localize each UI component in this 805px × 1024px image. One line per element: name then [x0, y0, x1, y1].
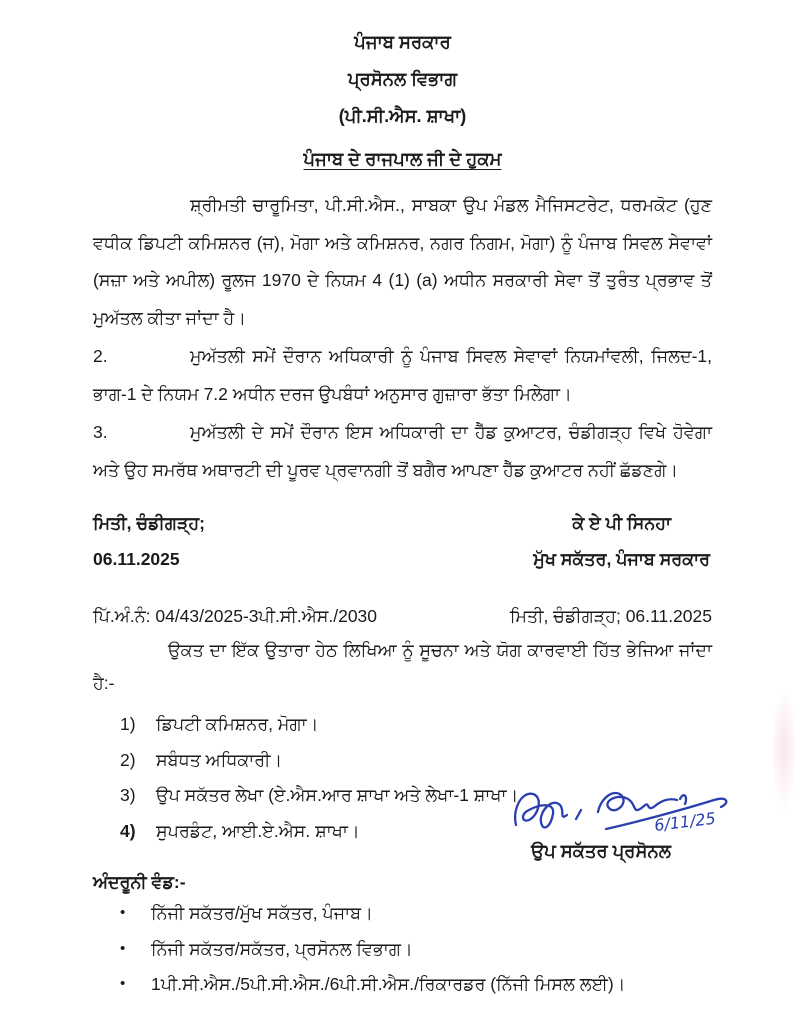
signature-title: ਉਪ ਸਕੱਤਰ ਪ੍ਰਸੋਨਲ [531, 841, 671, 861]
paragraph-1: ਸ਼੍ਰੀਮਤੀ ਚਾਰੂਮਿਤਾ, ਪੀ.ਸੀ.ਐਸ., ਸਾਬਕਾ ਉਪ ਮੰਡਲ ਮੈਜਿਸਟਰੇਟ, ਧਰਮਕੋਟ (ਹੁਣ ਵਧੀਕ ਡਿਪਟੀ ਕਮਿਸ਼ਨਰ (ਜ), ਮੋਗਾ ਅਤੇ ਕਮਿਸ਼ਨਰ, ਨਗਰ ਨਿਗਮ, ਮੋਗਾ) ਨੂੰ ਪੰਜਾਬ ਸਿਵਲ ਸੇਵਾਵਾਂ (ਸਜ਼ਾ ਅਤੇ ਅਪੀਲ) ਰੂਲਜ 1970 ਦੇ ਨਿਯਮ 4 (1) (a) ਅਧੀਨ ਸਰਕਾਰੀ ਸੇਵਾ ਤੋਂ ਤੁਰੰਤ ਪ੍ਰਭਾਵ ਤੋਂ ਮੁਅੱਤਲ ਕੀਤਾ ਜਾਂਦਾ ਹੈ। [93, 195, 712, 328]
endorsement-ref-no: ਪਿੱ.ਅੰ.ਨੰ: 04/43/2025-3ਪੀ.ਸੀ.ਐਸ./2030 [93, 606, 378, 626]
endorsement-dateline: ਮਿਤੀ, ਚੰਡੀਗੜ੍ਹ; 06.11.2025 [509, 606, 712, 626]
list-item-text: ਸੁਪਰਡੰਟ, ਆਈ.ਏ.ਐਸ. ਸ਼ਾਖਾ। [156, 820, 360, 841]
letterhead [93, 24, 712, 135]
list-item-text: ਡਿਪਟੀ ਕਮਿਸ਼ਨਰ, ਮੋਗਾ। [156, 714, 319, 734]
list-item-text: ਨਿੱਜੀ ਸਕੱਤਰ/ਸਕੱਤਰ, ਪ੍ਰਸੋਨਲ ਵਿਭਾਗ। [151, 938, 413, 959]
government-name: ਪੰਜਾਬ ਸਰਕਾਰ [354, 32, 451, 52]
list-item-text: 1ਪੀ.ਸੀ.ਐਸ./5ਪੀ.ਸੀ.ਐਸ./6ਪੀ.ਸੀ.ਐਸ./ਰਿਕਾਰਡਰ (ਨਿੱਜੀ ਮਿਸਲ ਲਈ)। [151, 974, 626, 994]
paragraph-3-number: 3. [93, 422, 108, 442]
internal-distribution-heading: ਅੰਦਰੂਨੀ ਵੰਡ:- [93, 872, 186, 892]
signatory-block [533, 505, 710, 577]
signatory-name: ਕੇ ਏ ਪੀ ਸਿਨਹਾ [572, 513, 672, 533]
paragraph-3 [93, 414, 712, 489]
list-item-number: 1) [120, 714, 136, 734]
endorsement-row [93, 604, 712, 628]
endorsement-body: ਉਕਤ ਦਾ ਇੱਕ ਉਤਾਰਾ ਹੇਠ ਲਿਖਿਆ ਨੂੰ ਸੂਚਨਾ ਅਤੇ ਯੋਗ ਕਾਰਵਾਈ ਹਿੱਤ ਭੇਜਿਆ ਜਾਂਦਾ ਹੈ:- [93, 640, 712, 693]
department-name: ਪ੍ਰਸੋਨਲ ਵਿਭਾਗ [348, 69, 457, 89]
list-item [93, 967, 712, 1002]
signatory-title: ਮੁੱਖ ਸਕੱਤਰ, ਪੰਜਾਬ ਸਰਕਾਰ [533, 549, 710, 569]
paragraph-2-text: ਮੁਅੱਤਲੀ ਸਮੇਂ ਦੌਰਾਨ ਅਧਿਕਾਰੀ ਨੂੰ ਪੰਜਾਬ ਸਿਵਲ ਸੇਵਾਵਾਂ ਨਿਯਮਾਂਵਲੀ, ਜਿਲਦ-1, ਭਾਗ-1 ਦੇ ਨਿਯਮ 7.2 ਅਧੀਨ ਦਰਜ ਉਪਬੰਧਾਂ ਅਨੁਸਾਰ ਗੁਜ਼ਾਰਾ ਭੱਤਾ ਮਿਲੇਗਾ। [93, 346, 712, 404]
list-item [93, 707, 712, 743]
date-signatory-row [93, 505, 712, 577]
issue-place: ਮਿਤੀ, ਚੰਡੀਗੜ੍ਹ; [93, 513, 205, 533]
list-item-text: ਉਪ ਸਕੱਤਰ ਲੇਖਾ (ਏ.ਐਸ.ਆਰ ਸ਼ਾਖਾ ਅਤੇ ਲੇਖਾ-1 ਸ਼ਾਖਾ। [156, 785, 519, 805]
bullet-icon: • [120, 904, 126, 921]
list-item-text: ਨਿੱਜੀ ਸਕੱਤਰ/ਮੁੱਖ ਸਕੱਤਰ, ਪੰਜਾਬ। [151, 903, 373, 923]
order-heading-text: ਪੰਜਾਬ ਦੇ ਰਾਜਪਾਲ ਜੀ ਦੇ ਹੁਕਮ [303, 149, 502, 169]
list-item-text: ਸਬੰਧਤ ਅਧਿਕਾਰੀ। [156, 749, 283, 770]
list-item [93, 932, 712, 967]
bullet-icon: • [120, 939, 126, 957]
list-item-number: 2) [120, 749, 136, 770]
paragraph-2-number: 2. [93, 346, 108, 366]
lower-section [93, 707, 717, 861]
signature-block [502, 769, 752, 862]
internal-distribution [93, 869, 712, 1002]
list-item-number: 3) [120, 785, 136, 805]
issue-date: 06.11.2025 [93, 549, 180, 569]
signature-date: 6/11/25 [653, 808, 717, 835]
bullet-icon: • [120, 975, 126, 992]
list-item [93, 896, 712, 931]
order-heading [93, 141, 712, 178]
date-block [93, 505, 205, 577]
paragraph-2 [93, 338, 712, 413]
paragraph-3-text: ਮੁਅੱਤਲੀ ਦੇ ਸਮੇਂ ਦੌਰਾਨ ਇਸ ਅਧਿਕਾਰੀ ਦਾ ਹੈੱਡ ਕੁਆਟਰ, ਚੰਡੀਗੜ੍ਹ ਵਿਖੇ ਹੋਵੇਗਾ ਅਤੇ ਉਹ ਸਮਰੱਥ ਅਥਾਰਟੀ ਦੀ ਪੂਰਵ ਪ੍ਰਵਾਨਗੀ ਤੋਂ ਬਗੈਰ ਆਪਣਾ ਹੈੱਡ ਕੁਆਟਰ ਨਹੀਂ ਛੱਡਣਗੇ। [93, 422, 712, 480]
branch-name: (ਪੀ.ਸੀ.ਐਸ. ਸ਼ਾਖਾ) [338, 106, 467, 126]
list-item-number: 4) [120, 820, 136, 841]
